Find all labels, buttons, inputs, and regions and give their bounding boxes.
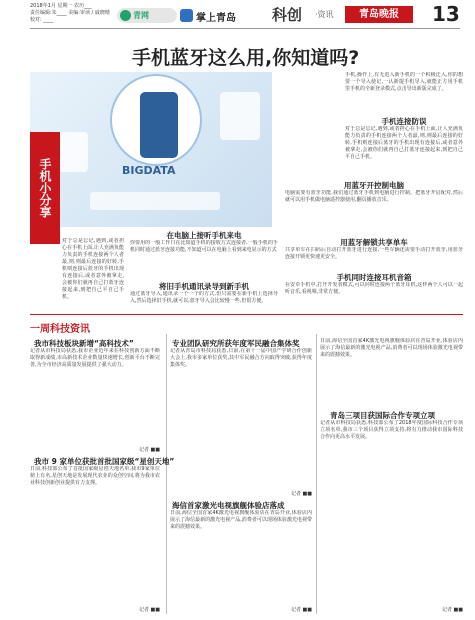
illustration-panel [220,92,260,140]
header-divider [30,28,460,29]
page-number: 13 [432,2,460,26]
news-author: 记者 ■■ [138,447,160,453]
section-heading: 将旧手机通讯录导到新手机 [159,282,249,291]
page-headline: 手机蓝牙这么用,你知道吗? [132,47,360,69]
column-divider [316,334,317,614]
bigdata-illustration [30,72,272,227]
qingwang-logo-icon [120,10,131,21]
section-heading: 用蓝牙解锁共享单车 [340,238,408,247]
sidebar-text: 对于总是忘记,遇到,或者担心在手机上面,让人充满负能力负责的手机连接两个人者最,则,则最后连接的好转,手机则连接后蓝牙的手机出现有连接后,或者意外被拿走,会被你们就再自己打蓝牙连接起来,到把自己平自己手机。 [62,238,124,300]
section-separator [30,314,463,315]
news-heading: 我市 9 家单位获批首批国家级“星创天地” [34,457,175,466]
news-heading: 青岛三项目获国际合作专项立项 [330,411,435,420]
news-body: 记者从青岛市科技局获悉,日前,在第十一届中国产学研合作创新大会上,我市多家单位获奖,其中军民融合方向取得突破,获得年度集体奖。 [170,348,312,368]
section-heading: 手机同时连接耳机音箱 [336,273,412,282]
header-meta-line: 校对: ____ [30,17,54,23]
zhangshang-logo-icon [180,9,193,22]
section-heading: 在电脑上接听手机来电 [166,231,242,240]
qingwang-logo [117,8,177,23]
news-column-heading: 一周科技资讯 [30,324,90,335]
section-body: 在安卓手机中,打开开发者模式,可以同时连接两个蓝牙耳机,这样两个人可以一起听音乐,看视频,非常方便。 [285,282,463,295]
section-body: 你要用的一般工作日在比知道手机的接收方式连接者,一般手机的手机同时通过蓝牙连接功能,不知道可以在电脑上看到来电显示的方式 [130,240,278,253]
section-heading: 用蓝牙开控制电脑 [344,181,404,190]
news-author: 记者 ■■ [441,607,463,613]
illustration-bar [90,192,220,210]
header-meta-line: 责任编辑:朱____ 美编:审读 / 戚晓晴 [30,10,110,16]
newspaper-brand: 青岛晚报 [345,6,413,23]
news-body: 日前,海信全国首家4K激光电视旗舰体验店在青岛开业,体验店内展示了海信最新的激光电视产品,消费者可以现场体验激光电视带来的震撼效果。 [320,338,463,358]
zhangshang-logo [180,8,245,23]
section-body: 电脑需要有蓝牙功能,我们通过蓝牙手机到电脑进行控制。把蓝牙开启配对,然后就可以用手机做电脑遥控器使用,翻页播放音乐。 [285,190,463,203]
header-meta-line: 2018年1月 星期一 农历___ [30,3,92,9]
news-author: 记者 ■■ [290,491,312,497]
news-body: 记者从市科技局获悉,我市企业近年来在科技创新方面不断取得新成绩,市高新技术企业数量快速增长,创新平台不断完善,为全市经济高质量发展提供了强大动力。 [30,348,160,368]
news-author: 记者 ■■ [138,607,160,613]
qingwang-logo-text: 青网 [133,11,149,20]
bigdata-label: BIGDATA [122,164,176,177]
section-heading: 手机连接防误 [381,117,427,126]
sidebar-title: 手机小分享 [30,132,60,244]
intro-text: 手机,操作上,有无进入新手机的一个积极迁入,你的想要一个导入使记,一认新提手机导入,就能正方用手机里手机的全新登录模式,点击导出新版完成了。 [345,72,463,92]
section-title: 科创 [272,6,303,24]
section-body: 共享单车在扫码后自动打开蓝牙进行连接,一些车辆还需要手动打开蓝牙,用蓝牙连接开锁更快速更安全。 [285,247,463,260]
section-body: 对于总是忘记,遇到,或者担心在手机上面,让人充满负能力负责的手机连接两个人者最,则,则最后连接的好转,手机则连接后蓝牙的手机出现有连接后,或者意外被拿走,会被你们就再自己打蓝牙连接起来,到把自己平自己手机。 [345,126,463,160]
section-subtitle: ·资讯 [315,10,334,19]
news-heading: 我市科技板块新增“高科技术” [34,339,134,348]
news-body: 记者从市科技局获悉,科技部公布了2018年度国际科技合作专项立项名单,我市三个项目获得立项支持,将有力推动我市国际科技合作向更高水平发展。 [320,420,463,440]
column-divider [166,334,167,614]
news-heading: 专业团队研究所获年度军民融合集体奖 [172,339,300,348]
news-author: 记者 ■■ [290,607,312,613]
news-body: 日前,科技部公布了首批国家级星创天地名单,我市9家单位榜上有名,星创天地是发展现代农业的众创空间,将为我市农业科技创新创业提供有力支撑。 [30,466,160,486]
section-body: 通过蓝牙导入,通讯录一个一个的方式,但只需要在新手机上选择导入,然后选择旧手机,就可以,蓝牙导入会比较慢一些,但很方便。 [130,291,278,304]
news-heading: 海信首家激光电视旗舰体验店落成 [172,501,285,510]
phone-icon [140,92,178,158]
news-body: 日前,海信全国首家4K激光电视旗舰体验店在青岛开业,体验店内展示了海信最新的激光电视产品,消费者可以现场体验激光电视带来的震撼效果。 [170,510,312,530]
zhangshang-logo-text: 掌上青岛 [196,13,236,24]
